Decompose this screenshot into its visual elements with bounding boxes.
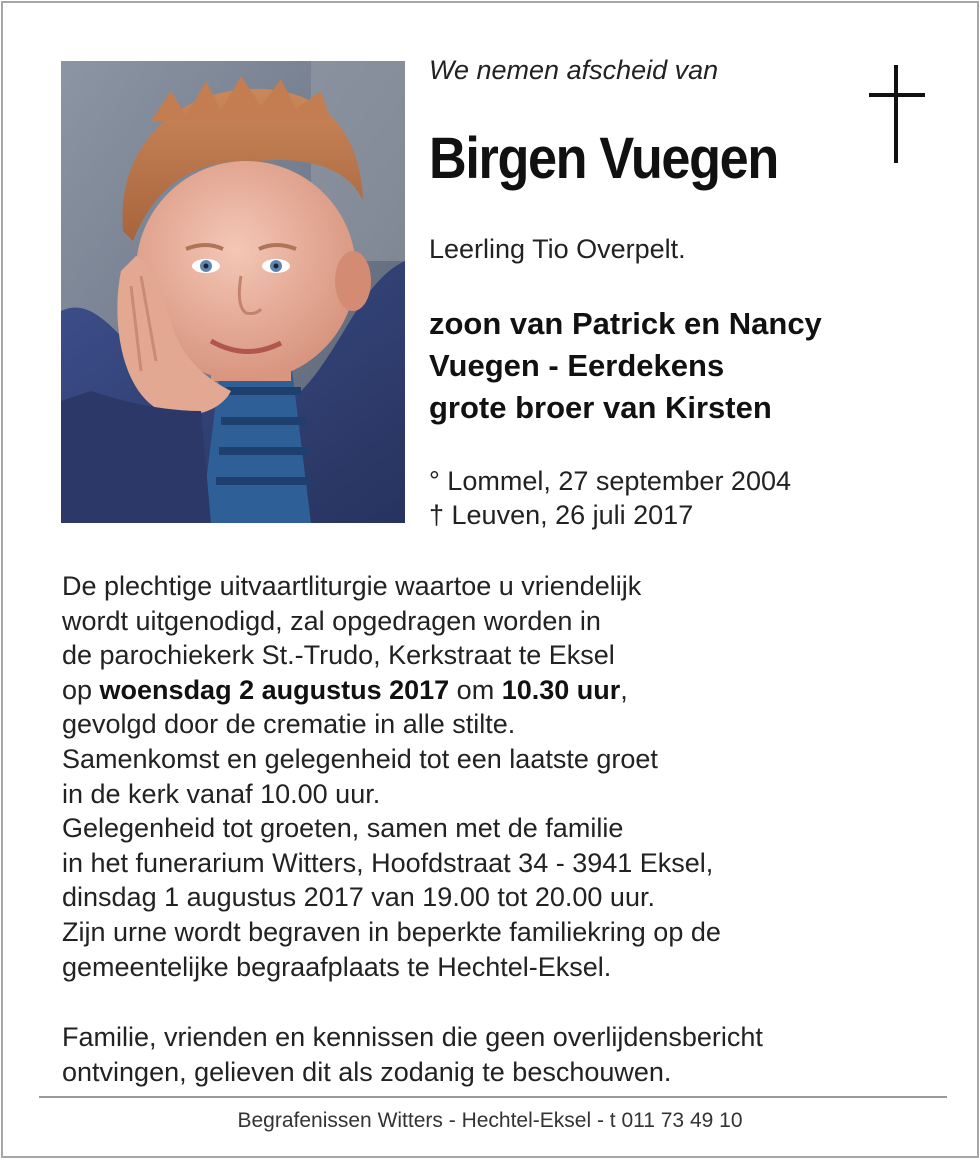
family-relations <box>429 303 822 429</box>
ceremony-line: Zijn urne wordt begraven in beperkte familiekring op de <box>62 916 721 947</box>
ceremony-line: wordt uitgenodigd, zal opgedragen worden in <box>62 605 601 636</box>
deceased-name: Birgen Vuegen <box>429 126 778 191</box>
portrait-photo <box>61 61 405 523</box>
date-prefix: op <box>62 674 100 705</box>
ceremony-line: gevolgd door de crematie in alle stilte. <box>62 709 516 740</box>
date-middle: om <box>449 674 502 705</box>
ceremony-line: in het funerarium Witters, Hoofdstraat 34 - 3941 Eksel, <box>62 847 714 878</box>
ceremony-details <box>62 569 721 984</box>
intro-line: We nemen afscheid van <box>429 55 719 85</box>
ceremony-line: de parochiekerk St.-Trudo, Kerkstraat te Eksel <box>62 640 615 671</box>
life-dates <box>429 464 791 532</box>
latin-cross-icon <box>869 65 925 163</box>
birth-date: ° Lommel, 27 september 2004 <box>429 466 791 496</box>
closing-note <box>62 1020 763 1089</box>
funeral-home-footer: Begrafenissen Witters - Hechtel-Eksel - t 011 73 49 10 <box>237 1109 743 1132</box>
ceremony-line: De plechtige uitvaartliturgie waartoe u vriendelijk <box>62 571 642 601</box>
date-suffix: , <box>620 674 628 705</box>
ceremony-date-line <box>62 673 721 708</box>
ceremony-line: Samenkomst en gelegenheid tot een laatste groet <box>62 743 658 774</box>
family-line: Vuegen - Eerdekens <box>429 348 725 383</box>
ceremony-line: dinsdag 1 augustus 2017 van 19.00 tot 20.00 uur. <box>62 882 655 913</box>
family-line: grote broer van Kirsten <box>429 390 772 425</box>
family-line: zoon van Patrick en Nancy <box>429 306 822 341</box>
ceremony-date: woensdag 2 augustus 2017 <box>99 674 450 705</box>
closing-line: Familie, vrienden en kennissen die geen overlijdensbericht <box>62 1022 763 1052</box>
ceremony-time: 10.30 uur <box>501 674 621 705</box>
ceremony-line: Gelegenheid tot groeten, samen met de familie <box>62 813 624 844</box>
ceremony-line: gemeentelijke begraafplaats te Hechtel-Eksel. <box>62 951 612 982</box>
obituary-card <box>1 1 979 1158</box>
closing-line: ontvingen, gelieven dit als zodanig te beschouwen. <box>62 1056 672 1087</box>
death-date: † Leuven, 26 juli 2017 <box>429 500 694 530</box>
ceremony-line: in de kerk vanaf 10.00 uur. <box>62 778 381 809</box>
occupation: Leerling Tio Overpelt. <box>429 234 686 264</box>
divider <box>39 1096 947 1098</box>
